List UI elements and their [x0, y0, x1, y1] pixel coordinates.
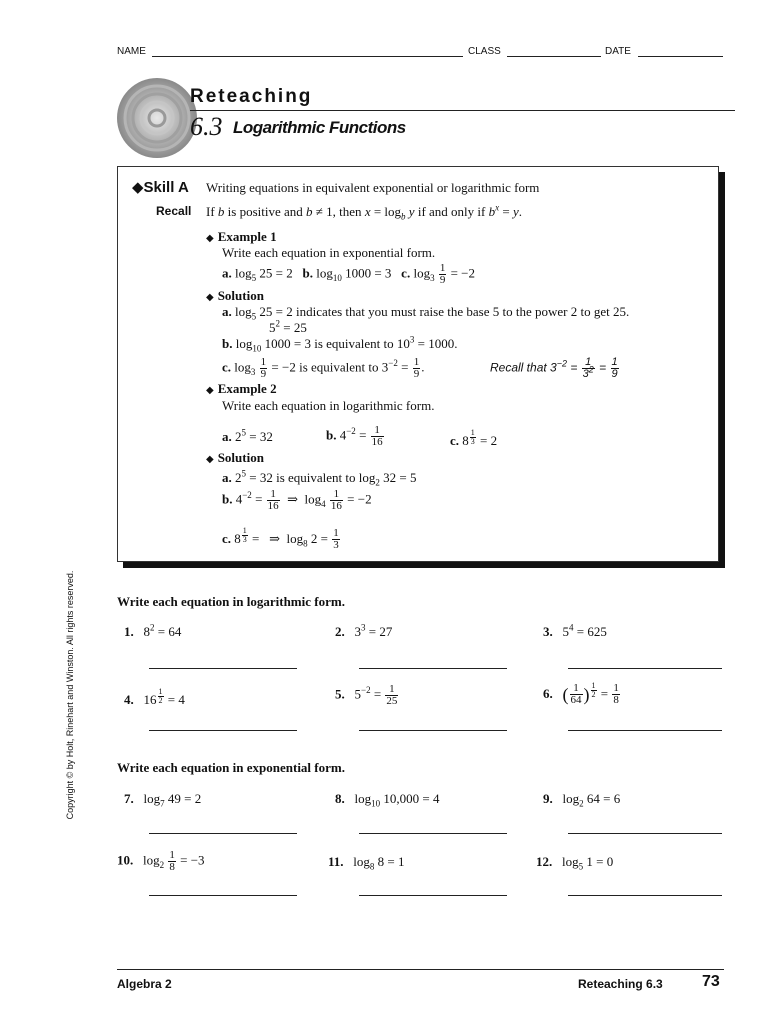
example2-a: a. $2^5 = 32$ — [222, 427, 273, 444]
answer-line-7[interactable] — [149, 833, 297, 834]
skill-text: Writing equations in equivalent exponential or logarithmic form — [206, 180, 540, 195]
example1-heading: ◆ Example 1 — [206, 229, 277, 244]
problem-6: 6. ( $\frac{1}{64}$ ) $^{\frac{1}{2}}$ = $\frac{1}{8}$ — [543, 681, 619, 707]
problem-2: 2. $3^3 = 27$ — [335, 622, 393, 639]
example1-instruction: Write each equation in exponential form. — [222, 245, 436, 260]
solution1-recall-note: Recall that $3^{-2}$ = $\frac{1}{3^2}$ = $\frac{1}{9}$ — [490, 356, 618, 380]
class-label: CLASS — [468, 46, 501, 57]
skill-box — [117, 166, 719, 562]
target-logo-icon — [115, 76, 199, 160]
solution1-c: c. $\log_3$ $\frac{1}{9}$ = −2 is equivalent to $3^{-2}$ = $\frac{1}{9}$ . — [222, 356, 425, 380]
title-kicker: Reteaching — [190, 86, 313, 107]
page-number: 73 — [702, 973, 720, 990]
date-label: DATE — [605, 46, 631, 57]
solution2-c: c. 8 $^{\frac{1}{3}}$ = ⇒ $\log_8 2$ = $\frac{1}{3}$ — [222, 526, 339, 552]
problem-4: 4. 16 $^{\frac{1}{2}}$ = 4 — [124, 687, 185, 707]
answer-line-3[interactable] — [568, 668, 722, 669]
example2-instruction: Write each equation in logarithmic form. — [222, 398, 435, 413]
answer-line-9[interactable] — [568, 833, 722, 834]
solution1-b: b. $\log_{10} 1000 = 3$ is equivalent to $10^3 = 1000$. — [222, 334, 458, 354]
name-field[interactable] — [152, 56, 463, 57]
problem-12: 12. $\log_5 1 = 0$ — [536, 854, 614, 872]
solution2-b: b. $4^{-2}$ = $\frac{1}{16}$ ⇒ $\log_4$ $\frac{1}{16}$ = −2 — [222, 488, 372, 512]
footer-left: Algebra 2 — [117, 977, 172, 991]
solution1-a-result: $5^2 = 25$ — [269, 318, 307, 335]
title-rule — [190, 110, 735, 111]
answer-line-5[interactable] — [359, 730, 507, 731]
problem-1: 1. $8^2 = 64$ — [124, 622, 182, 639]
problem-9: 9. $\log_2 64 = 6$ — [543, 791, 621, 809]
title-number: 6.3 — [190, 112, 223, 141]
skill-label: ◆Skill A — [132, 179, 189, 196]
recall-text: If b is positive and b ≠ 1, then $x = \log_b y$ if and only if $b^x = y$. — [206, 202, 522, 222]
section2-heading: Write each equation in exponential form. — [117, 760, 345, 775]
name-label: NAME — [117, 46, 146, 57]
solution1-a: a. $\log_5 25 = 2$ indicates that you must raise the base 5 to the power 2 to get 25. — [222, 304, 630, 322]
footer-right: Reteaching 6.3 — [578, 977, 663, 991]
answer-line-1[interactable] — [149, 668, 297, 669]
answer-line-8[interactable] — [359, 833, 507, 834]
problem-8: 8. $\log_{10} 10,000 = 4$ — [335, 791, 440, 809]
example2-heading: ◆ Example 2 — [206, 381, 277, 396]
problem-7: 7. $\log_7 49 = 2$ — [124, 791, 202, 809]
problem-10: 10. $\log_2$ $\frac{1}{8}$ = −3 — [117, 849, 205, 873]
section1-heading: Write each equation in logarithmic form. — [117, 594, 345, 609]
example2-c: c. 8 $^{\frac{1}{3}}$ = 2 — [450, 428, 498, 448]
title-name: Logarithmic Functions — [233, 118, 406, 137]
example2-b: b. $4^{-2}$ = $\frac{1}{16}$ — [326, 424, 383, 448]
copyright-note: Copyright © by Holt, Rinehart and Winston. All rights reserved. — [65, 570, 75, 820]
answer-line-4[interactable] — [149, 730, 297, 731]
solution1-heading: ◆ Solution — [206, 288, 264, 303]
solution2-a: a. $2^5 = 32$ is equivalent to $\log_2 32 = 5$ — [222, 468, 417, 488]
answer-line-12[interactable] — [568, 895, 722, 896]
problem-5: 5. $5^{-2}$ = $\frac{1}{25}$ — [335, 683, 398, 707]
answer-line-6[interactable] — [568, 730, 722, 731]
answer-line-11[interactable] — [359, 895, 507, 896]
problem-3: 3. $5^4 = 625$ — [543, 622, 607, 639]
answer-line-10[interactable] — [149, 895, 297, 896]
example1-items: a. $\log_5 25 = 2$ b. $\log_{10} 1000 = 3$ c. $\log_3$ $\frac{1}{9}$ = −2 — [222, 262, 475, 286]
recall-label: Recall — [156, 204, 192, 218]
answer-line-2[interactable] — [359, 668, 507, 669]
class-field[interactable] — [507, 56, 601, 57]
footer-rule — [117, 969, 724, 970]
problem-11: 11. $\log_8 8 = 1$ — [328, 854, 405, 872]
date-field[interactable] — [638, 56, 723, 57]
solution2-heading: ◆ Solution — [206, 450, 264, 465]
